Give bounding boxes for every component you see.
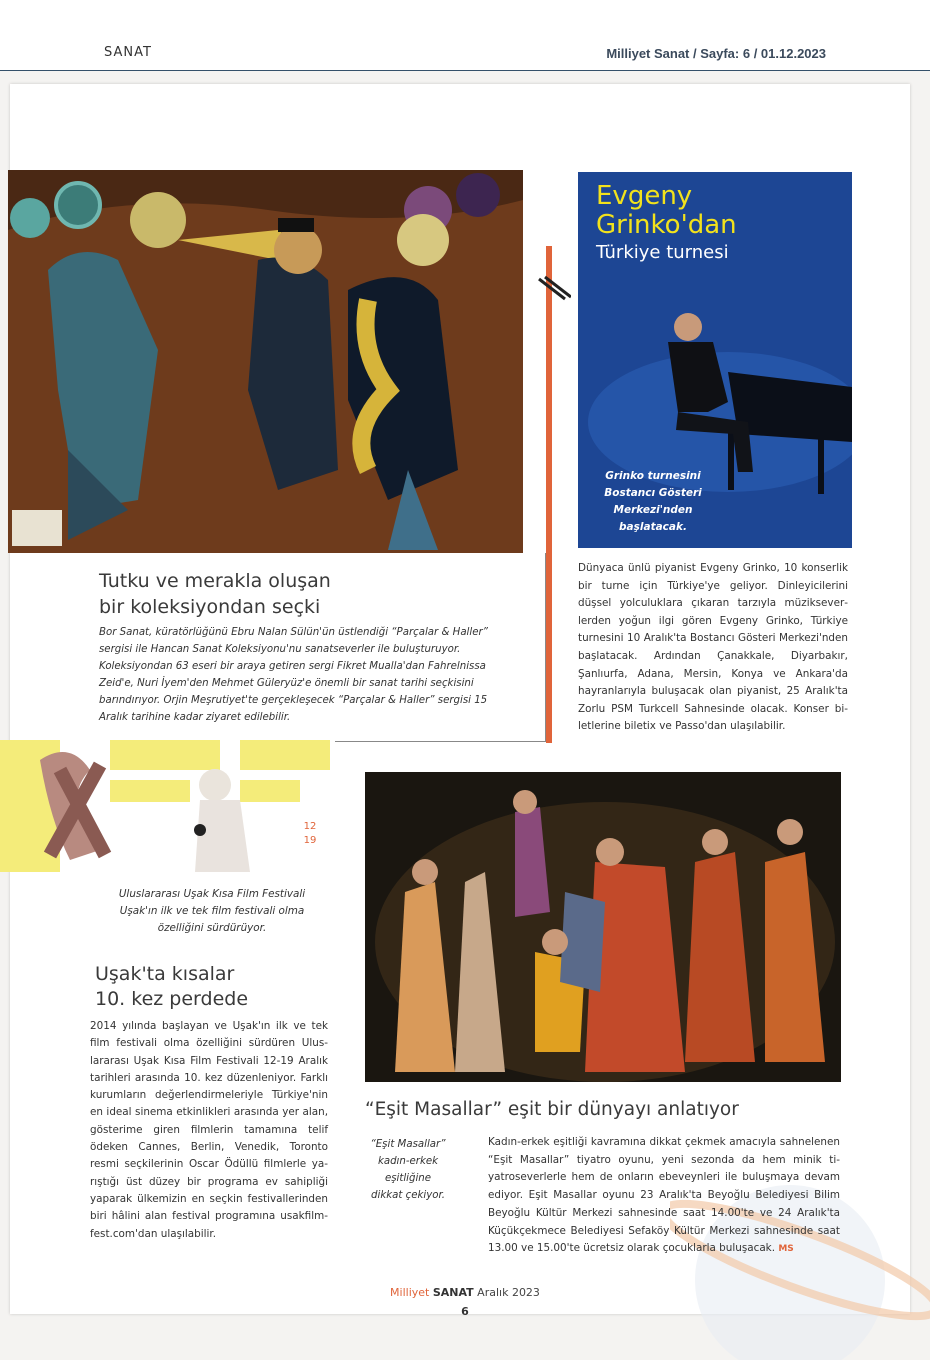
collection-body: Bor Sanat, küratörlüğünü Ebru Nalan Sülün'ün üstlendiği “Parçalar & Haller” sergisi ile Hancan Sanat Koleksiyonu'nu sanatseverler ile buluşturuyor. Koleksiyondan 63 eseri bir araya getiren sergi Fikret Mualla'dan Fahrelnissa Zeid'e, Nuri İyem'den Mehmet Güleryüz'e önemli bir sanat tarihi seçkisini barındırıyor. Orjin Meşrutiyet'te gerçekleşecek “Parçalar & Haller” sergisi 15 Aralık tarihine kadar ziyaret edilebilir.	[99, 627, 488, 723]
poster-dates: 12 19	[303, 821, 317, 846]
esit-masallar-caption: “Eşit Masallar” kadın-erkek eşitliğine dikkat çekiyor.	[370, 1139, 446, 1201]
grinko-caption: Grinko turnesini Bostancı Gösteri Merkezi'nden başlatacak.	[604, 470, 702, 533]
esit-masallar-photo	[365, 772, 841, 1082]
page-footer: Milliyet SANAT Aralık 2023	[390, 1286, 540, 1299]
author-signature: MS	[778, 1244, 794, 1255]
page-number: 6	[461, 1305, 469, 1318]
esit-masallar-body: Kadın-erkek eşitliği kavramına dikkat çekmek amacıyla sahnelenen “Eşit Masallar” tiyatro oyunu, yeni sezonda da hem minik tiyatroseverlerle hem de onların ebeveynleri ile buluşmaya devam ediyor. Eşit Masallar oyunu 23 Aralık'ta Beyoğlu Belediyesi Bilim Beyoğlu Kültür Merkezi sahnesinde saat 14.00'te ve 24 Aralık'ta Küçükçekmece Belediyesi Sefaköy Kültür Merkezi sahnesinde saat 13.00 ve 15.00'te ücretsiz olarak çocuklarla buluşacak. MS	[488, 1136, 840, 1255]
esit-masallar-headline: “Eşit Masallar” eşit bir dünyayı anlatıyor	[365, 1099, 739, 1120]
orange-divider	[546, 246, 552, 743]
grinko-subtitle: Türkiye turnesi	[596, 242, 729, 263]
issue-info: Milliyet Sanat / Sayfa: 6 / 01.12.2023	[606, 46, 826, 61]
usak-body: 2014 yılında başlayan ve Uşak'ın ilk ve tek film festivali olma özelliğini sürdüren Uluslararası Uşak Kısa Film Festivali 12-19 Aralık tarihleri arasında 10. kez düzenleniyor. Farklı kurumların değerlendirmeleriyle Türkiye'nin en ideal sinema etkinlikleri arasında yer alan, gösterime giren filmlerin tamamına telif ödeken Cannes, Berlin, Venedik, Toronto resmi seçkilerinin Oscar Ödüllü filmlerle yarıştığı üst düzey bir programa ev sahipliği yaparak ülkemizin en seçkin festivallerinden biri hâlini alan festival programına usakfilmfest.com'dan ulaşılabilir.	[90, 1020, 328, 1240]
double-slash-icon	[537, 275, 571, 301]
grinko-poster	[578, 172, 852, 548]
usak-headline: Uşak'ta kısalar 10. kez perdede	[95, 963, 249, 1010]
painting-image	[8, 170, 523, 553]
collection-headline: Tutku ve merakla oluşan bir koleksiyondan seçki	[99, 570, 331, 618]
grinko-title: Evgeny Grinko'dan	[596, 181, 737, 240]
grinko-body: Dünyaca ünlü piyanist Evgeny Grinko, 10 konserlik bir turne için Türkiye'ye geliyor. Dinleyicilerini düşsel yolculuklara çıkaran tarzıyla müzikseverlerden yoğun ilgi gören Evgeny Grinko, Türkiye turnesini 10 Aralık'ta Bostancı Gösteri Merkezi'nden başlatacak. Ardından Çanakkale, Diyarbakır, Şanlıurfa, Adana, Mersin, Konya ve Ankara'da hayranlarıyla buluşacak olan piyanist, 25 Aralık'ta Zorlu PSM Turkcell Sahnesinde olacak. Konser biletlerine biletix ve Passo'dan ulaşılabilir.	[578, 562, 848, 733]
sanat-logo: SANAT	[104, 45, 152, 60]
usak-caption: Uluslararası Uşak Kısa Film Festivali Uşak'ın ilk ve tek film festivali olma özelliğini sürdürüyor.	[118, 888, 306, 934]
usak-festival-poster	[0, 740, 335, 872]
